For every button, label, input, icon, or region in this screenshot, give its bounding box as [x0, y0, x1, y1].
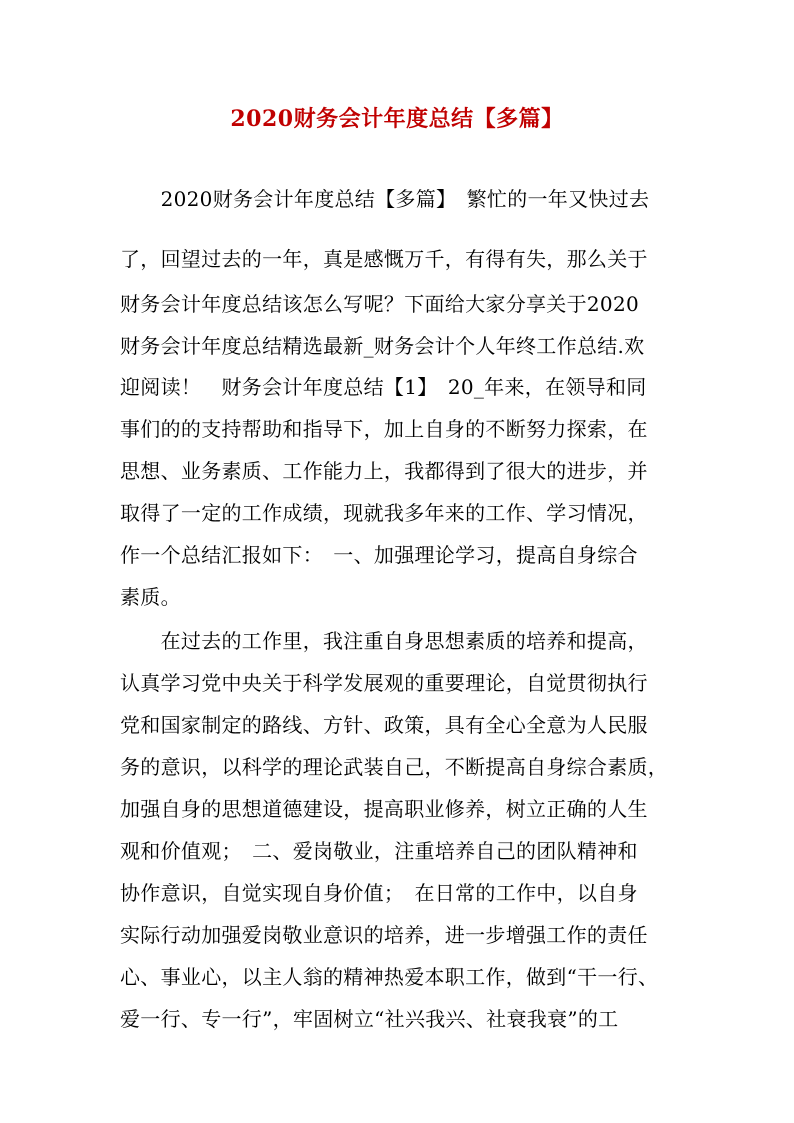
body-line: 素质。 [120, 585, 181, 609]
body-line: 2020财务会计年度总结【多篇】 繁忙的一年又快过去 [120, 187, 650, 211]
body-line: 认真学习党中央关于科学发展观的重要理论，自觉贯彻执行 [120, 671, 648, 695]
document-title: 2020财务会计年度总结【多篇】 [230, 106, 564, 132]
body-line: 观和价值观； 二、爱岗敬业，注重培养自己的团队精神和 [120, 839, 638, 863]
body-line: 加强自身的思想道德建设，提高职业修养，树立正确的人生 [120, 797, 648, 821]
body-line: 作一个总结汇报如下： 一、加强理论学习，提高自身综合 [120, 543, 638, 567]
body-line: 思想、业务素质、工作能力上，我都得到了很大的进步，并 [120, 459, 648, 483]
body-line: 协作意识，自觉实现自身价值； 在日常的工作中，以自身 [120, 881, 638, 905]
body-line: 爱一行、专一行”，牢固树立“社兴我兴、社衰我衰”的工 [120, 1007, 619, 1031]
body-line: 财务会计年度总结精选最新_财务会计个人年终工作总结.欢 [120, 334, 645, 358]
body-line: 了，回望过去的一年，真是感慨万千，有得有失，那么关于 [120, 247, 648, 271]
body-line: 迎阅读！ 财务会计年度总结【1】 20_年来，在领导和同 [120, 375, 647, 399]
body-line: 取得了一定的工作成绩，现就我多年来的工作、学习情况， [120, 501, 648, 525]
body-line: 心、事业心，以主人翁的精神热爱本职工作，做到“干一行、 [120, 965, 659, 989]
body-line: 财务会计年度总结该怎么写呢？下面给大家分享关于2020 [120, 292, 639, 316]
body-line: 党和国家制定的路线、方针、政策，具有全心全意为人民服 [120, 713, 648, 737]
body-line: 在过去的工作里，我注重自身思想素质的培养和提高， [120, 629, 648, 653]
body-line: 务的意识，以科学的理论武装自己，不断提高自身综合素质， [120, 755, 669, 779]
body-line: 实际行动加强爱岗敬业意识的培养，进一步增强工作的责任 [120, 923, 648, 947]
body-line: 事们的的支持帮助和指导下，加上自身的不断努力探索，在 [120, 417, 648, 441]
